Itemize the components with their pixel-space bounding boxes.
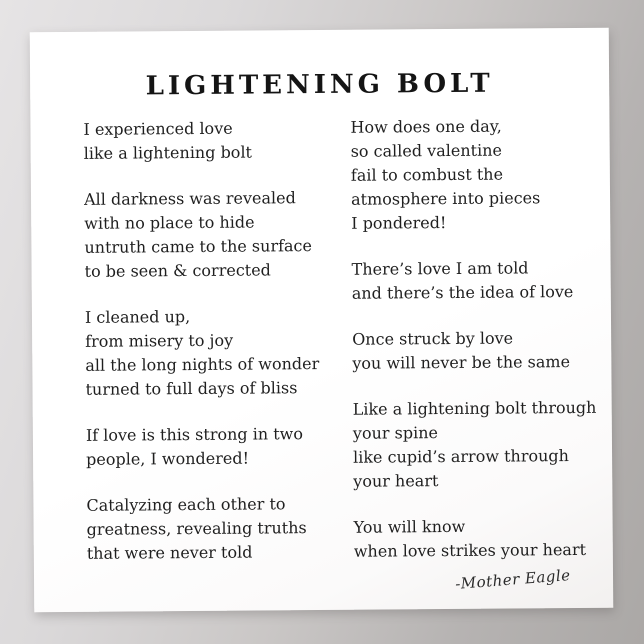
poem-line: untruth came to the surface	[84, 236, 313, 257]
poem-line: and there’s the idea of love	[351, 282, 574, 303]
poem-line: people, I wondered!	[86, 448, 250, 469]
author-signature: -Mother Eagle	[454, 566, 572, 593]
poem-line: How does one day,	[350, 116, 502, 137]
poem-line: so called valentine	[350, 140, 502, 161]
poem-line: I pondered!	[351, 213, 447, 233]
poem-line: like cupid’s arrow through	[353, 446, 570, 467]
poem-column-left	[83, 116, 354, 588]
poem-line: from misery to joy	[85, 330, 234, 351]
poem-line: your heart	[353, 471, 439, 491]
poem-line: when love strikes your heart	[353, 539, 587, 561]
poem-line: You will know	[353, 516, 466, 537]
poem-title: LIGHTENING BOLT	[145, 68, 494, 102]
poem-line: fail to combust the	[350, 164, 504, 185]
poem-line: like a lightening bolt	[83, 142, 253, 163]
poem-column-right	[350, 114, 605, 586]
poem-line: that were never told	[86, 542, 253, 563]
poem-stanza	[84, 186, 352, 284]
poem-line: If love is this strong in two	[85, 424, 304, 445]
poem-stanza	[350, 114, 602, 236]
poem-line: I experienced love	[83, 118, 233, 139]
poem-stanza	[353, 396, 605, 494]
poem-line: your spine	[352, 423, 439, 443]
poem-line: Catalyzing each other to	[86, 494, 286, 515]
poem-stanza	[352, 256, 603, 306]
poem-line: There’s love I am told	[351, 258, 529, 279]
poem-line: all the long nights of wonder	[85, 354, 320, 375]
poem-stanza	[352, 326, 603, 376]
poem-stanza	[83, 116, 350, 166]
poem-line: Like a lightening bolt through	[352, 397, 597, 419]
poem-line: with no place to hide	[84, 212, 255, 233]
poem-line: turned to full days of bliss	[85, 378, 298, 399]
poem-stanza	[354, 514, 605, 564]
poem-line: greatness, revealing truths	[86, 518, 307, 539]
poem-line: All darkness was revealed	[83, 188, 296, 209]
poem-poster	[30, 28, 614, 613]
poem-columns	[83, 114, 605, 588]
poem-line: to be seen & corrected	[84, 260, 271, 281]
poem-stanza	[86, 492, 354, 566]
poem-line: I cleaned up,	[84, 307, 191, 327]
poem-line: Once struck by love	[352, 328, 514, 349]
poem-stanza	[86, 422, 353, 472]
poem-stanza	[85, 304, 353, 402]
poem-line: atmosphere into pieces	[350, 188, 541, 209]
poem-line: you will never be the same	[352, 352, 571, 373]
